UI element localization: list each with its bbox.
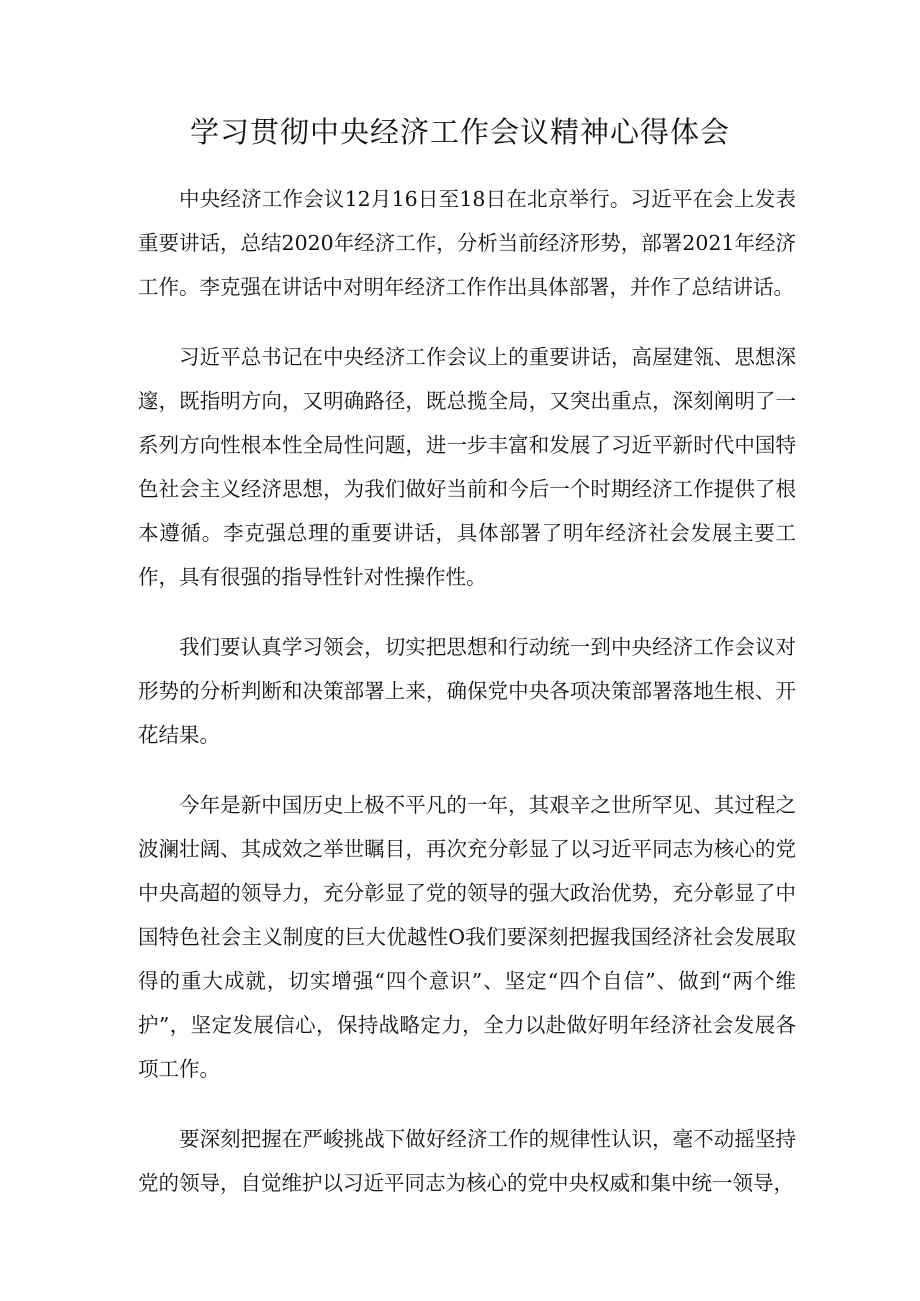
document-body bbox=[138, 177, 796, 1231]
document-title: 学习贯彻中央经济工作会议精神心得体会 bbox=[189, 115, 730, 149]
paragraph-3: 我们要认真学习领会，切实把思想和行动统一到中央经济工作会议对形势的分析判断和决策部署上来，确保党中央各项决策部署落地生根、开花结果。 bbox=[138, 635, 796, 747]
paragraph-1: 中央经济工作会议12月16日至18日在北京举行。习近平在会上发表重要讲话，总结2020年经济工作，分析当前经济形势，部署2021年经济工作。李克强在讲话中对明年经济工作作出具体部署，并作了总结讲话。 bbox=[138, 187, 796, 299]
paragraph-2: 习近平总书记在中央经济工作会议上的重要讲话，高屋建瓴、思想深邃，既指明方向，又明确路径，既总揽全局，又突出重点，深刻阐明了一系列方向性根本性全局性问题，进一步丰富和发展了习近平新时代中国特色社会主义经济思想，为我们做好当前和今后一个时期经济工作提供了根本遵循。李克强总理的重要讲话，具体部署了明年经济社会发展主要工作，具有很强的指导性针对性操作性。 bbox=[138, 345, 796, 589]
paragraph-5: 要深刻把握在严峻挑战下做好经济工作的规律性认识，毫不动摇坚持党的领导，自觉维护以习近平同志为核心的党中央权威和集中统一领导， bbox=[138, 1127, 796, 1195]
paragraph-4: 今年是新中国历史上极不平凡的一年，其艰辛之世所罕见、其过程之波澜壮阔、其成效之举世瞩目，再次充分彰显了以习近平同志为核心的党中央高超的领导力，充分彰显了党的领导的强大政治优势，充分彰显了中国特色社会主义制度的巨大优越性O我们要深刻把握我国经济社会发展取得的重大成就，切实增强“四个意识”、坚定“四个自信”、做到“两个维护”，坚定发展信心，保持战略定力，全力以赴做好明年经济社会发展各项工作。 bbox=[138, 793, 796, 1081]
